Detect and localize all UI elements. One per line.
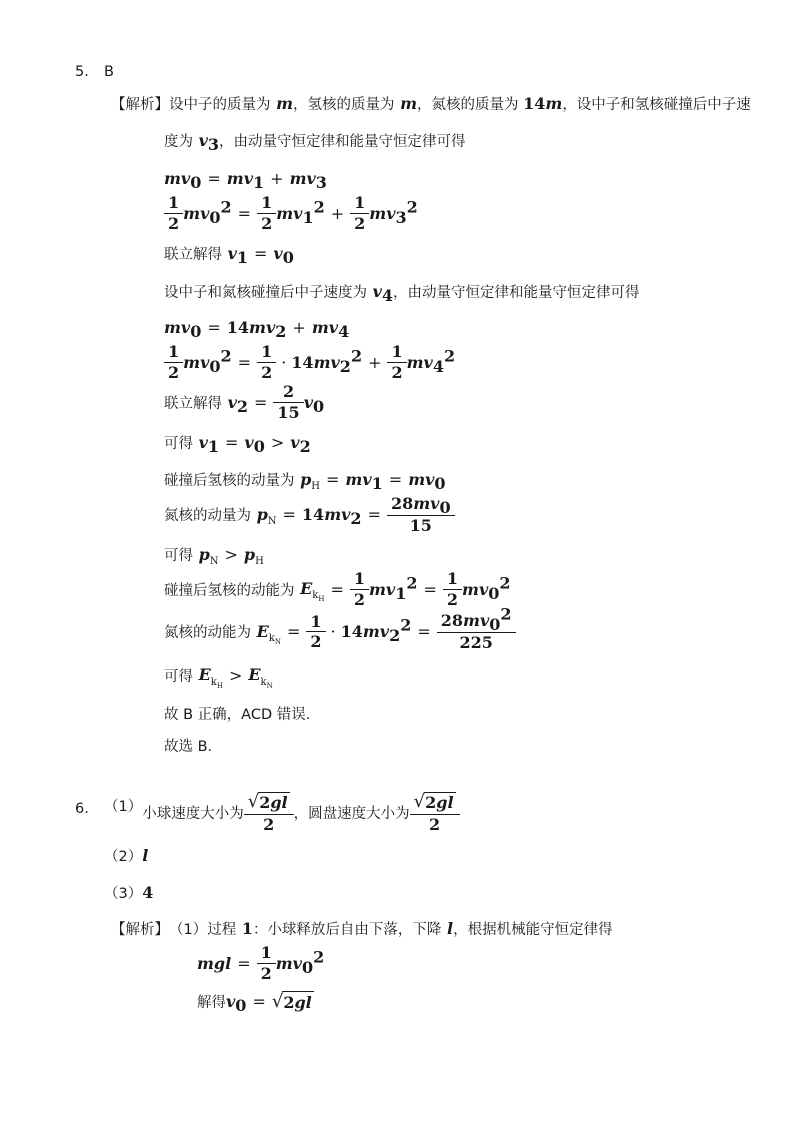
q5-velocity-compare: 可得 $v_1$ = $v_0$ > $v_2$ [164,433,311,457]
q5-energy-equation-n: $\frac{1}{2}$ $mv_0^2$ = $\frac{1}{2}$ · 14 $mv_2^2$ + $\frac{1}{2}$ $mv_4^2$ [164,343,455,381]
q6-answer-part2: （2） l [104,846,149,865]
q6-solve-v0: 解得 $v_0$ = √ 2gl [197,991,312,1016]
q6-analysis-label: 【解析】 [111,922,169,938]
q5-solve-v2: 联立解得 $v_2$ = $\frac{2}{15}$ $v_0$ [164,382,325,422]
q5-momentum-equation-n: $mv_0$ = 14 $mv_2$ + $mv_4$ [164,318,350,342]
q5-momentum-compare: 可得 $p_N$ > $p_H$ [164,545,264,568]
q6-number: 6. [75,801,89,817]
q5-answer: B [104,64,114,80]
q5-energy-compare: 可得 $E_{k_H}$ > $E_{k_N}$ [164,665,273,690]
q5-number: 5. [75,64,89,80]
q6-analysis-line1: 【解析】 （1）过程 1 ：小球释放后自由下落，下降 l ，根据机械能守恒定律得 [111,919,613,938]
q6-answer-part1: （1） 小球速度大小为 √ 2gl 2 ，圆盘速度大小为 √ 2gl 2 [104,792,460,834]
q5-momentum-equation-h: $mv_0$ = $mv_1$ + $mv_3$ [164,169,327,193]
q5-analysis-line2: 度为 $v_3$ ，由动量守恒定律和能量守恒定律可得 [164,131,466,155]
q5-momentum-hydrogen: 碰撞后氢核的动量为 $p_H$ = $mv_1$ = $mv_0$ [164,470,446,494]
q6-answer-part3: （3） 4 [104,883,154,902]
q5-energy-nitrogen: 氮核的动能为 $E_{k_N}$ = $\frac{1}{2}$ · 14 $mv_2^2$ = $\frac{28mv_0^2}{225}$ [164,612,516,652]
q5-analysis-label: 【解析】 [111,97,169,113]
q5-energy-hydrogen: 碰撞后氢核的动能为 $E_{k_H}$ = $\frac{1}{2}$ $mv_1^2$ = $\frac{1}{2}$ $mv_0^2$ [164,569,511,609]
q5-momentum-nitrogen: 氮核的动量为 $p_N$ = 14 $mv_2$ = $\frac{28mv_0}{15}$ [164,495,455,535]
q5-conclusion: 故 B 正确，ACD 错误． [164,707,321,723]
q5-analysis-line1: 【解析】 设中子的质量为 m ，氢核的质量为 m ，氮核的质量为 14m ，设中子和氢核碰撞后中子速 [111,94,751,113]
q5-energy-equation-h: $\frac{1}{2}$ $mv_0^2$ = $\frac{1}{2}$ $mv_1^2$ + $\frac{1}{2}$ $mv_3^2$ [164,194,418,232]
q6-energy-equation: mgl = $\frac{1}{2}$ $mv_0^2$ [197,943,325,983]
q5-choice: 故选 B． [164,739,223,755]
q5-nitrogen-intro: 设中子和氮核碰撞后中子速度为 $v_4$ ，由动量守恒定律和能量守恒定律可得 [164,282,640,306]
q5-solve-v1: 联立解得 $v_1$ = $v_0$ [164,244,294,268]
